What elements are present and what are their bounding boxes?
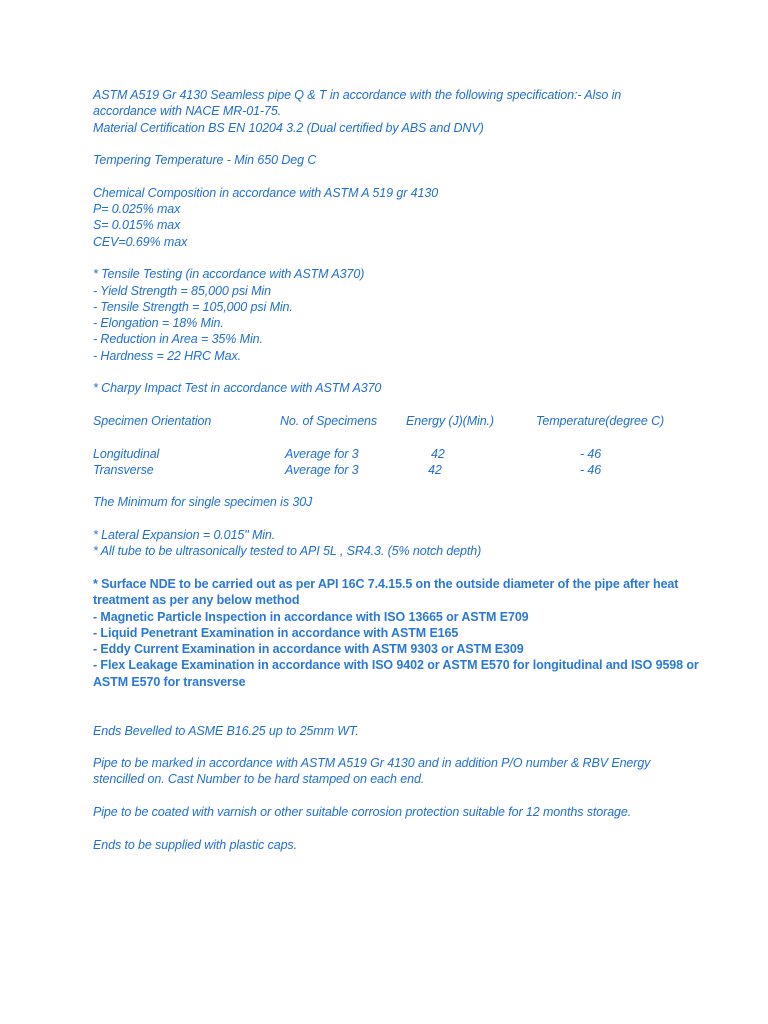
nde-line: - Flex Leakage Examination in accordance with ISO 9402 or ASTM E570 for longitudinal and ISO 9598 or xyxy=(93,658,699,673)
table-header-cell: Energy (J)(Min.) xyxy=(406,413,494,428)
table-cell: Longitudinal xyxy=(93,446,160,461)
table-cell: Average for 3 xyxy=(285,462,359,477)
charpy-table-header xyxy=(93,413,733,429)
tensile-line: - Hardness = 22 HRC Max. xyxy=(93,348,241,363)
ultrasonic-line: * All tube to be ultrasonically tested to API 5L , SR4.3. (5% notch depth) xyxy=(93,544,482,559)
ends-bevelled-line: Ends Bevelled to ASME B16.25 up to 25mm WT. xyxy=(93,723,359,738)
intro-line: accordance with NACE MR-01-75. xyxy=(93,104,282,119)
tensile-line: - Reduction in Area = 35% Min. xyxy=(93,332,263,347)
lateral-line: * Lateral Expansion = 0.015" Min. xyxy=(93,528,276,543)
chemical-heading: Chemical Composition in accordance with ASTM A 519 gr 4130 xyxy=(93,185,439,200)
chemical-line: S= 0.015% max xyxy=(93,218,181,233)
tensile-heading: * Tensile Testing (in accordance with ASTM A370) xyxy=(93,267,365,282)
tempering-line: Tempering Temperature - Min 650 Deg C xyxy=(93,153,317,168)
nde-line: - Liquid Penetrant Examination in accordance with ASTM E165 xyxy=(93,625,459,640)
table-header-cell: No. of Specimens xyxy=(280,413,378,428)
table-cell: - 46 xyxy=(580,446,602,461)
nde-line: - Eddy Current Examination in accordance with ASTM 9303 or ASTM E309 xyxy=(93,642,524,657)
chemical-line: P= 0.025% max xyxy=(93,202,181,217)
table-cell: - 46 xyxy=(580,462,602,477)
chemical-line: CEV=0.69% max xyxy=(93,234,188,249)
min-single-line: The Minimum for single specimen is 30J xyxy=(93,495,313,510)
nde-line: treatment as per any below method xyxy=(93,593,300,608)
table-header-cell: Specimen Orientation xyxy=(93,413,212,428)
tensile-line: - Yield Strength = 85,000 psi Min xyxy=(93,283,271,298)
caps-line: Ends to be supplied with plastic caps. xyxy=(93,837,297,852)
marking-line: Pipe to be marked in accordance with ASTM A519 Gr 4130 and in addition P/O number & RBV Energy xyxy=(93,756,651,771)
document-body xyxy=(93,87,733,853)
table-cell: Average for 3 xyxy=(285,446,359,461)
table-row xyxy=(93,446,733,462)
nde-line: ASTM E570 for transverse xyxy=(93,674,246,689)
nde-line: - Magnetic Particle Inspection in accordance with ISO 13665 or ASTM E709 xyxy=(93,609,529,624)
table-cell: Transverse xyxy=(93,462,154,477)
charpy-heading: * Charpy Impact Test in accordance with ASTM A370 xyxy=(93,381,382,396)
tensile-line: - Tensile Strength = 105,000 psi Min. xyxy=(93,299,293,314)
table-cell: 42 xyxy=(428,462,442,477)
table-header-cell: Temperature(degree C) xyxy=(536,413,665,428)
marking-line: stencilled on. Cast Number to be hard stamped on each end. xyxy=(93,772,425,787)
table-row xyxy=(93,462,733,478)
coating-line: Pipe to be coated with varnish or other suitable corrosion protection suitable for 12 months storage. xyxy=(93,805,632,820)
table-cell: 42 xyxy=(431,446,445,461)
intro-line: ASTM A519 Gr 4130 Seamless pipe Q & T in accordance with the following specification:- Also in xyxy=(93,88,622,102)
tensile-line: - Elongation = 18% Min. xyxy=(93,316,224,331)
nde-heading: * Surface NDE to be carried out as per API 16C 7.4.15.5 on the outside diameter of the pipe after heat xyxy=(93,576,679,591)
intro-line: Material Certification BS EN 10204 3.2 (Dual certified by ABS and DNV) xyxy=(93,120,484,135)
